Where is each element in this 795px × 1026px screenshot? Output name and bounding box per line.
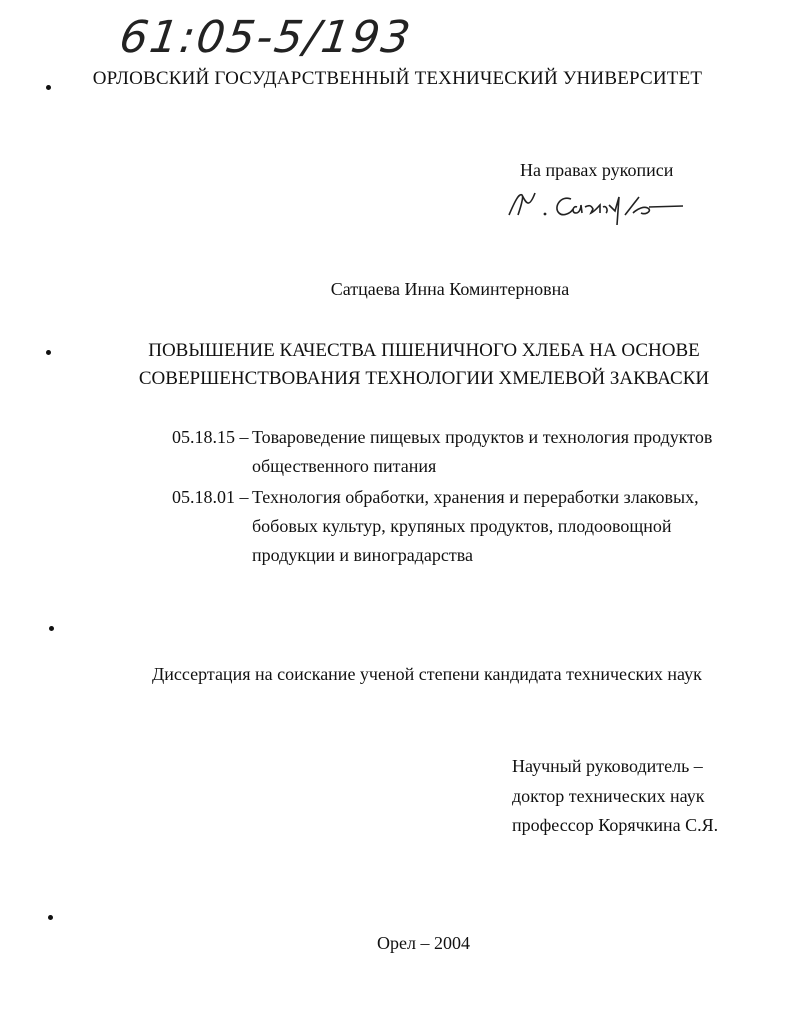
- handwritten-signature: [505, 185, 690, 230]
- specialty-description: [252, 423, 712, 481]
- scan-mark: [46, 350, 51, 355]
- specialty-line: продукции и виноградарства: [252, 545, 473, 565]
- handwritten-stamp: 61:05-5/193: [116, 12, 416, 63]
- author-name: Сатцаева Инна Коминтерновна: [330, 279, 570, 299]
- city-year: Орел – 2004: [377, 933, 470, 953]
- supervisor-name: профессор Корячкина С.Я.: [512, 815, 719, 835]
- title-line-2: СОВЕРШЕНСТВОВАНИЯ ТЕХНОЛОГИИ ХМЕЛЕВОЙ ЗАКВАСКИ: [138, 368, 710, 389]
- specialty-line: общественного питания: [252, 456, 437, 476]
- title-line-1: ПОВЫШЕНИЕ КАЧЕСТВА ПШЕНИЧНОГО ХЛЕБА НА ОСНОВЕ: [148, 340, 700, 361]
- thesis-degree: Диссертация на соискание ученой степени кандидата технических наук: [152, 664, 702, 684]
- specialty-code: 05.18.15 –: [172, 427, 249, 447]
- dissertation-title: [0, 337, 795, 393]
- specialty-line: бобовых культур, крупяных продуктов, плодоовощной: [252, 516, 672, 536]
- scan-mark: [49, 626, 54, 631]
- scan-mark: [46, 85, 51, 90]
- scan-mark: [48, 915, 53, 920]
- supervisor-degree: доктор технических наук: [512, 785, 705, 806]
- specialty-line: Товароведение пищевых продуктов и технология продуктов: [252, 427, 713, 447]
- specialty-line: Технология обработки, хранения и переработки злаковых,: [252, 487, 699, 507]
- specialty-code: 05.18.01 –: [172, 487, 249, 507]
- specialty-description: [252, 483, 699, 570]
- supervisor-block: [512, 752, 718, 841]
- manuscript-rights-note: На правах рукописи: [520, 160, 674, 180]
- supervisor-label: Научный руководитель –: [512, 756, 703, 776]
- university-name: ОРЛОВСКИЙ ГОСУДАРСТВЕННЫЙ ТЕХНИЧЕСКИЙ УНИВЕРСИТЕТ: [92, 68, 703, 89]
